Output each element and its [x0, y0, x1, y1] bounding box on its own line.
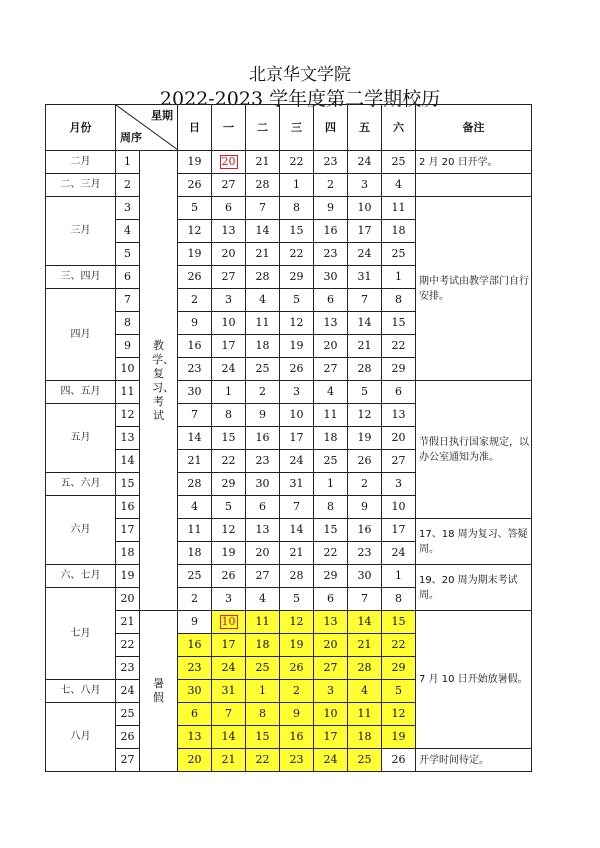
- day-cell: 3: [314, 680, 348, 703]
- day-cell: 20: [314, 634, 348, 657]
- day-cell: 22: [382, 335, 416, 358]
- day-cell: 25: [348, 749, 382, 772]
- week-number: 24: [116, 680, 140, 703]
- week-number: 15: [116, 473, 140, 496]
- day-cell: 23: [178, 358, 212, 381]
- day-cell: 19: [348, 427, 382, 450]
- remark-cell: 开学时间待定。: [416, 749, 532, 772]
- day-cell: 6: [382, 381, 416, 404]
- day-cell: 18: [348, 726, 382, 749]
- month-cell: 二、三月: [46, 174, 116, 197]
- week-number: 3: [116, 197, 140, 220]
- activity-vacation: [140, 611, 178, 772]
- week-number: 14: [116, 450, 140, 473]
- day-cell: 28: [348, 657, 382, 680]
- day-cell: 28: [280, 565, 314, 588]
- day-cell: 15: [212, 427, 246, 450]
- day-cell: 12: [348, 404, 382, 427]
- day-cell: 3: [212, 289, 246, 312]
- marked-date: 20: [221, 155, 236, 168]
- day-cell: 11: [314, 404, 348, 427]
- header-row: [46, 105, 532, 151]
- day-cell: 26: [178, 266, 212, 289]
- day-cell: 6: [212, 197, 246, 220]
- week-weekday-header: [116, 105, 178, 151]
- day-cell: 18: [246, 335, 280, 358]
- day-cell: 24: [348, 243, 382, 266]
- day-cell: 21: [280, 542, 314, 565]
- remark-cell: 期中考试由教学部门自行安排。: [416, 197, 532, 381]
- day-cell: 13: [246, 519, 280, 542]
- day-cell: 8: [382, 289, 416, 312]
- day-cell: 7: [178, 404, 212, 427]
- day-cell: 12: [280, 312, 314, 335]
- day-cell: 29: [382, 358, 416, 381]
- week-number: 23: [116, 657, 140, 680]
- day-cell: 23: [348, 542, 382, 565]
- day-cell: 6: [314, 289, 348, 312]
- day-cell: 2: [280, 680, 314, 703]
- week-row: [46, 749, 532, 772]
- day-cell: 20: [212, 243, 246, 266]
- day-cell: 24: [212, 657, 246, 680]
- day-cell: 9: [246, 404, 280, 427]
- day-cell: 21: [246, 151, 280, 174]
- day-cell: 27: [212, 174, 246, 197]
- week-number: 1: [116, 151, 140, 174]
- remark-cell: 2 月 20 日开学。: [416, 151, 532, 174]
- month-cell: 三月: [46, 197, 116, 266]
- activity-vacation-label: 暑假: [153, 677, 164, 704]
- day-cell: 25: [246, 657, 280, 680]
- day-cell: 16: [314, 220, 348, 243]
- month-cell: 七月: [46, 588, 116, 680]
- day-cell: 27: [314, 657, 348, 680]
- day-cell: 22: [280, 151, 314, 174]
- week-number: 21: [116, 611, 140, 634]
- day-cell: 19: [382, 726, 416, 749]
- week-number: 18: [116, 542, 140, 565]
- day-header-sat: 六: [382, 105, 416, 151]
- day-cell: 17: [382, 519, 416, 542]
- day-cell: 27: [382, 450, 416, 473]
- day-cell: 23: [246, 450, 280, 473]
- day-cell: 9: [314, 197, 348, 220]
- day-cell: 15: [314, 519, 348, 542]
- week-number: 26: [116, 726, 140, 749]
- remark-cell: 节假日执行国家规定，以办公室通知为准。: [416, 381, 532, 519]
- day-cell: 22: [314, 542, 348, 565]
- day-cell: 1: [246, 680, 280, 703]
- day-cell: 4: [246, 289, 280, 312]
- day-cell: 29: [212, 473, 246, 496]
- day-cell: 1: [382, 565, 416, 588]
- day-cell: 8: [280, 197, 314, 220]
- day-cell: 16: [178, 634, 212, 657]
- month-cell: 六月: [46, 496, 116, 565]
- day-cell: 29: [280, 266, 314, 289]
- day-header-sun: 日: [178, 105, 212, 151]
- week-number: 4: [116, 220, 140, 243]
- remarks-header: 备注: [416, 105, 532, 151]
- remark-cell: 17、18 周为复习、答疑周。: [416, 519, 532, 565]
- day-cell: 24: [382, 542, 416, 565]
- day-cell: 27: [314, 358, 348, 381]
- day-cell: 9: [280, 703, 314, 726]
- day-cell: 30: [178, 381, 212, 404]
- day-cell: 21: [348, 335, 382, 358]
- day-cell: 12: [178, 220, 212, 243]
- day-header-thu: 四: [314, 105, 348, 151]
- day-cell: 21: [212, 749, 246, 772]
- week-number: 9: [116, 335, 140, 358]
- day-cell: 5: [348, 381, 382, 404]
- month-cell: 八月: [46, 703, 116, 772]
- day-cell: 1: [382, 266, 416, 289]
- day-cell: 15: [382, 312, 416, 335]
- day-cell: 15: [382, 611, 416, 634]
- day-cell: 18: [178, 542, 212, 565]
- day-cell: 3: [348, 174, 382, 197]
- day-cell: 21: [178, 450, 212, 473]
- day-cell: 12: [280, 611, 314, 634]
- month-header: 月份: [46, 105, 116, 151]
- day-cell: 30: [314, 266, 348, 289]
- marked-date: 10: [221, 615, 236, 628]
- day-cell: 8: [314, 496, 348, 519]
- week-number: 11: [116, 381, 140, 404]
- day-cell: 13: [314, 312, 348, 335]
- day-header-mon: 一: [212, 105, 246, 151]
- day-cell: [212, 611, 246, 634]
- week-row: [46, 519, 532, 542]
- day-cell: 23: [314, 151, 348, 174]
- day-cell: 14: [348, 312, 382, 335]
- day-cell: 6: [178, 703, 212, 726]
- day-cell: 16: [246, 427, 280, 450]
- day-cell: [212, 151, 246, 174]
- day-cell: 25: [382, 243, 416, 266]
- week-row: [46, 611, 532, 634]
- day-cell: 21: [246, 243, 280, 266]
- day-cell: 14: [246, 220, 280, 243]
- day-cell: 30: [246, 473, 280, 496]
- day-cell: 28: [348, 358, 382, 381]
- school-name: 北京华文学院: [249, 65, 351, 85]
- month-cell: 七、八月: [46, 680, 116, 703]
- day-cell: 2: [246, 381, 280, 404]
- day-cell: 10: [348, 197, 382, 220]
- week-number-label: 周序: [120, 131, 142, 144]
- month-cell: 五月: [46, 404, 116, 473]
- calendar-body: [46, 151, 532, 772]
- day-cell: 20: [382, 427, 416, 450]
- day-cell: 7: [280, 496, 314, 519]
- day-cell: 13: [382, 404, 416, 427]
- day-cell: 18: [246, 634, 280, 657]
- month-cell: 四、五月: [46, 381, 116, 404]
- week-row: [46, 151, 532, 174]
- week-number: 17: [116, 519, 140, 542]
- day-cell: 19: [212, 542, 246, 565]
- day-cell: 26: [178, 174, 212, 197]
- day-cell: 1: [280, 174, 314, 197]
- day-cell: 30: [348, 565, 382, 588]
- day-cell: 26: [382, 749, 416, 772]
- day-cell: 3: [212, 588, 246, 611]
- day-cell: 5: [280, 289, 314, 312]
- week-number: 27: [116, 749, 140, 772]
- day-cell: 4: [382, 174, 416, 197]
- day-header-fri: 五: [348, 105, 382, 151]
- week-number: 5: [116, 243, 140, 266]
- day-cell: 31: [348, 266, 382, 289]
- day-cell: 2: [348, 473, 382, 496]
- week-number: 7: [116, 289, 140, 312]
- day-cell: 14: [178, 427, 212, 450]
- day-cell: 7: [348, 588, 382, 611]
- day-cell: 7: [246, 197, 280, 220]
- day-cell: 19: [280, 634, 314, 657]
- day-cell: 6: [314, 588, 348, 611]
- day-cell: 11: [246, 312, 280, 335]
- day-cell: 5: [280, 588, 314, 611]
- day-cell: 11: [246, 611, 280, 634]
- day-cell: 29: [382, 657, 416, 680]
- day-cell: 25: [382, 151, 416, 174]
- day-cell: 2: [178, 289, 212, 312]
- weekday-label: 星期: [151, 109, 173, 122]
- day-cell: 27: [246, 565, 280, 588]
- week-number: 10: [116, 358, 140, 381]
- day-cell: 20: [178, 749, 212, 772]
- week-row: [46, 565, 532, 588]
- day-cell: 16: [280, 726, 314, 749]
- day-cell: 3: [382, 473, 416, 496]
- day-cell: 11: [348, 703, 382, 726]
- day-cell: 16: [178, 335, 212, 358]
- day-cell: 12: [382, 703, 416, 726]
- day-cell: 4: [246, 588, 280, 611]
- day-cell: 19: [280, 335, 314, 358]
- month-cell: 三、四月: [46, 266, 116, 289]
- day-cell: 14: [348, 611, 382, 634]
- week-number: 25: [116, 703, 140, 726]
- day-cell: 9: [178, 611, 212, 634]
- month-cell: 四月: [46, 289, 116, 381]
- remark-cell: 7 月 10 日开始放暑假。: [416, 611, 532, 749]
- day-cell: 1: [212, 381, 246, 404]
- day-cell: 14: [212, 726, 246, 749]
- month-cell: 二月: [46, 151, 116, 174]
- day-cell: 3: [280, 381, 314, 404]
- day-cell: 4: [178, 496, 212, 519]
- remark-cell: [416, 174, 532, 197]
- day-cell: 23: [280, 749, 314, 772]
- day-cell: 13: [212, 220, 246, 243]
- week-number: 12: [116, 404, 140, 427]
- day-cell: 10: [280, 404, 314, 427]
- day-cell: 11: [382, 197, 416, 220]
- day-cell: 24: [280, 450, 314, 473]
- day-header-wed: 三: [280, 105, 314, 151]
- day-cell: 5: [178, 197, 212, 220]
- week-number: 19: [116, 565, 140, 588]
- day-cell: 13: [314, 611, 348, 634]
- day-cell: 28: [246, 266, 280, 289]
- day-cell: 10: [314, 703, 348, 726]
- day-cell: 8: [246, 703, 280, 726]
- day-cell: 4: [348, 680, 382, 703]
- school-calendar-table: [45, 104, 532, 772]
- day-cell: 27: [212, 266, 246, 289]
- week-number: 6: [116, 266, 140, 289]
- day-cell: 28: [178, 473, 212, 496]
- day-cell: 24: [314, 749, 348, 772]
- day-cell: 2: [178, 588, 212, 611]
- day-cell: 22: [280, 243, 314, 266]
- day-cell: 26: [348, 450, 382, 473]
- day-cell: 31: [212, 680, 246, 703]
- activity-study: [140, 151, 178, 611]
- day-cell: 16: [348, 519, 382, 542]
- day-cell: 17: [280, 427, 314, 450]
- day-cell: 8: [382, 588, 416, 611]
- day-cell: 19: [178, 243, 212, 266]
- day-cell: 20: [246, 542, 280, 565]
- day-cell: 6: [246, 496, 280, 519]
- day-cell: 28: [246, 174, 280, 197]
- day-cell: 11: [178, 519, 212, 542]
- day-cell: 10: [212, 312, 246, 335]
- day-cell: 26: [212, 565, 246, 588]
- day-cell: 7: [348, 289, 382, 312]
- day-cell: 12: [212, 519, 246, 542]
- day-cell: 4: [314, 381, 348, 404]
- week-number: 8: [116, 312, 140, 335]
- day-cell: 26: [280, 657, 314, 680]
- day-cell: 15: [280, 220, 314, 243]
- day-cell: 17: [314, 726, 348, 749]
- day-cell: 20: [314, 335, 348, 358]
- day-cell: 8: [212, 404, 246, 427]
- calendar-title: 2022-2023 学年度第二学期校历: [159, 88, 441, 110]
- day-cell: 18: [314, 427, 348, 450]
- day-cell: 9: [348, 496, 382, 519]
- day-cell: 7: [212, 703, 246, 726]
- activity-study-label: 教学、复习、考试: [152, 338, 174, 422]
- day-cell: 23: [314, 243, 348, 266]
- day-cell: 9: [178, 312, 212, 335]
- day-cell: 22: [382, 634, 416, 657]
- day-cell: 2: [314, 174, 348, 197]
- day-cell: 10: [382, 496, 416, 519]
- day-cell: 24: [212, 358, 246, 381]
- week-number: 16: [116, 496, 140, 519]
- day-cell: 5: [212, 496, 246, 519]
- day-cell: 21: [348, 634, 382, 657]
- day-cell: 25: [178, 565, 212, 588]
- day-cell: 22: [212, 450, 246, 473]
- day-cell: 17: [212, 335, 246, 358]
- day-cell: 30: [178, 680, 212, 703]
- day-cell: 19: [178, 151, 212, 174]
- day-cell: 23: [178, 657, 212, 680]
- week-row: [46, 174, 532, 197]
- week-row: [46, 197, 532, 220]
- remark-cell: 19、20 周为期末考试周。: [416, 565, 532, 611]
- day-cell: 29: [314, 565, 348, 588]
- day-cell: 14: [280, 519, 314, 542]
- week-number: 13: [116, 427, 140, 450]
- day-cell: 15: [246, 726, 280, 749]
- week-number: 22: [116, 634, 140, 657]
- day-cell: 24: [348, 151, 382, 174]
- month-cell: 五、六月: [46, 473, 116, 496]
- day-header-tue: 二: [246, 105, 280, 151]
- day-cell: 17: [348, 220, 382, 243]
- day-cell: 5: [382, 680, 416, 703]
- day-cell: 31: [280, 473, 314, 496]
- month-cell: 六、七月: [46, 565, 116, 588]
- day-cell: 13: [178, 726, 212, 749]
- day-cell: 25: [314, 450, 348, 473]
- week-row: [46, 381, 532, 404]
- week-number: 20: [116, 588, 140, 611]
- day-cell: 17: [212, 634, 246, 657]
- week-number: 2: [116, 174, 140, 197]
- day-cell: 1: [314, 473, 348, 496]
- day-cell: 26: [280, 358, 314, 381]
- day-cell: 18: [382, 220, 416, 243]
- day-cell: 22: [246, 749, 280, 772]
- day-cell: 25: [246, 358, 280, 381]
